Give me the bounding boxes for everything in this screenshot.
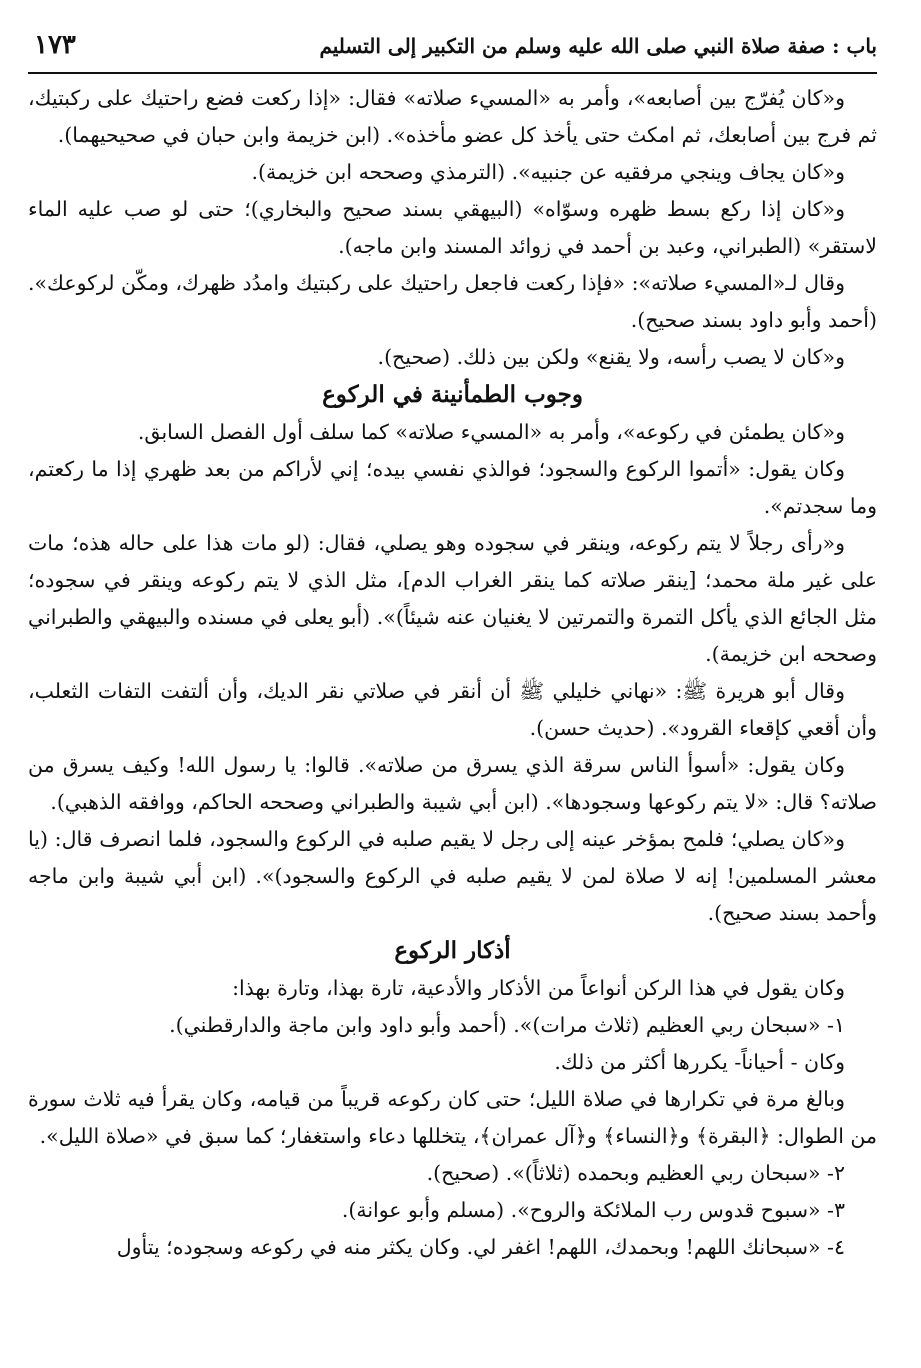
paragraph: و«كان يُفرّج بين أصابعه»، وأمر به «المسيء صلاته» فقال: «إذا ركعت فضع راحتيك على ركبتيك، ثم فرج بين أصابعك، ثم امكث حتى يأخذ كل عضو مأخذه». (ابن خزيمة وابن حبان في صحيحيهما). <box>28 86 877 147</box>
list-item: ١- «سبحان ربي العظيم (ثلاث مرات)». (أحمد وأبو داود وابن ماجة والدارقطني). <box>169 1013 845 1037</box>
list-item: ٢- «سبحان ربي العظيم وبحمده (ثلاثاً)». (صحيح). <box>426 1161 845 1185</box>
page-number: ١٧٣ <box>34 30 76 60</box>
paragraph: و«كان لا يصب رأسه، ولا يقنع» ولكن بين ذلك. (صحيح). <box>377 345 845 369</box>
list-item: ٣- «سبوح قدوس رب الملائكة والروح». (مسلم وأبو عوانة). <box>341 1198 845 1222</box>
running-header <box>28 30 877 74</box>
paragraph: وكان يقول: «أتموا الركوع والسجود؛ فوالذي نفسي بيده؛ إني لأراكم من بعد ظهري إذا ما ركعتم، وما سجدتم». <box>28 457 877 518</box>
paragraph: وقال أبو هريرة ﷺ: «نهاني خليلي ﷺ أن أنقر في صلاتي نقر الديك، وأن ألتفت التفات الثعلب، وأن أقعي كإقعاء القرود». (حديث حسن). <box>28 679 877 740</box>
paragraph: و«كان إذا ركع بسط ظهره وسوّاه» (البيهقي بسند صحيح والبخاري)؛ حتى لو صب عليه الماء لاستقر» (الطبراني، وعبد بن أحمد في زوائد المسند وابن ماجه). <box>28 197 877 258</box>
paragraph: و«كان يجاف وينجي مرفقيه عن جنبيه». (الترمذي وصححه ابن خزيمة). <box>251 160 845 184</box>
chapter-title: باب : صفة صلاة النبي صلى الله عليه وسلم من التكبير إلى التسليم <box>319 34 877 58</box>
paragraph: وبالغ مرة في تكرارها في صلاة الليل؛ حتى كان ركوعه قريباً من قيامه، وكان يقرأ فيه ثلاث سورة من الطوال: ﴿البقرة﴾ و﴿النساء﴾ و﴿آل عمران﴾، يتخللها دعاء واستغفار؛ كما سبق في «صلاة الليل». <box>28 1087 877 1148</box>
paragraph: وكان يقول: «أسوأ الناس سرقة الذي يسرق من صلاته». قالوا: يا رسول الله! وكيف يسرق من صلاته؟ قال: «لا يتم ركوعها وسجودها». (ابن أبي شيبة والطبراني وصححه الحاكم، ووافقه الذهبي). <box>28 753 877 814</box>
paragraph: و«رأى رجلاً لا يتم ركوعه، وينقر في سجوده وهو يصلي، فقال: (لو مات هذا على حاله هذه؛ مات على غير ملة محمد؛ [ينقر صلاته كما ينقر الغراب الدم]، مثل الذي لا يتم ركوعه وينقر في سجوده؛ مثل الجائع الذي يأكل التمرة والتمرتين لا يغنيان عنه شيئاً)». (أبو يعلى في مسنده والبيهقي والطبراني وصححه ابن خزيمة). <box>28 531 877 666</box>
paragraph: وكان - أحياناً- يكررها أكثر من ذلك. <box>554 1050 845 1074</box>
section-heading: أذكار الركوع <box>394 937 511 964</box>
page-body <box>28 80 877 1266</box>
book-page <box>28 30 877 1368</box>
section-heading: وجوب الطمأنينة في الركوع <box>322 381 583 408</box>
paragraph: وقال لـ«المسيء صلاته»: «فإذا ركعت فاجعل راحتيك على ركبتيك وامدُد ظهرك، ومكّن لركوعك». (أحمد وأبو داود بسند صحيح). <box>28 271 877 332</box>
paragraph: و«كان يصلي؛ فلمح بمؤخر عينه إلى رجل لا يقيم صلبه في الركوع والسجود، فلما انصرف قال: (يا معشر المسلمين! إنه لا صلاة لمن لا يقيم صلبه في الركوع والسجود)». (ابن أبي شيبة وابن ماجه وأحمد بسند صحيح). <box>28 827 877 925</box>
list-item: ٤- «سبحانك اللهم! وبحمدك، اللهم! اغفر لي. وكان يكثر منه في ركوعه وسجوده؛ يتأول <box>116 1235 845 1259</box>
paragraph: وكان يقول في هذا الركن أنواعاً من الأذكار والأدعية، تارة بهذا، وتارة بهذا: <box>232 976 845 1000</box>
paragraph: و«كان يطمئن في ركوعه»، وأمر به «المسيء صلاته» كما سلف أول الفصل السابق. <box>137 420 845 444</box>
